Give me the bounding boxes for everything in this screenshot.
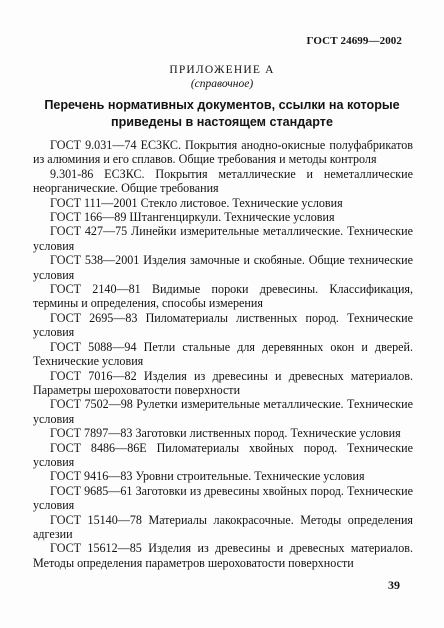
reference-item: ГОСТ 15612—85 Изделия из древесины и древесных материалов. Методы определения параметров шероховатости поверхности	[33, 541, 413, 570]
appendix-block	[0, 63, 444, 91]
standard-code: ГОСТ 24699—2002	[306, 35, 402, 47]
reference-item: ГОСТ 2695—83 Пиломатериалы лиственных пород. Технические условия	[33, 310, 413, 340]
reference-item: ГОСТ 7016—82 Изделия из древесины и древесных материалов. Параметры шероховатости поверхности	[33, 368, 413, 397]
reference-item: ГОСТ 7502—98 Рулетки измерительные металлические. Технические условия	[33, 397, 413, 426]
reference-item: ГОСТ 166—89 Штангенциркули. Технические условия	[50, 210, 335, 225]
reference-item: ГОСТ 2140—81 Видимые пороки древесины. Классификация, термины и определения, способы измерения	[33, 282, 413, 311]
reference-item: 9.301-86 ЕСЗКС. Покрытия металлические и неметаллические неорганические. Общие требования	[33, 166, 413, 196]
appendix-subtitle: (справочное)	[190, 78, 254, 90]
reference-list	[33, 138, 413, 570]
reference-item: ГОСТ 538—2001 Изделия замочные и скобяные. Общие технические условия	[33, 253, 413, 282]
appendix-title: ПРИЛОЖЕНИЕ А	[169, 64, 275, 76]
section-heading-line-2: приведены в настоящем стандарте	[111, 115, 333, 129]
page-number: 39	[388, 578, 400, 592]
reference-item: ГОСТ 427—75 Линейки измерительные металлические. Технические условия	[33, 224, 413, 253]
reference-item: ГОСТ 9416—83 Уровни строительные. Технические условия	[50, 469, 365, 484]
section-heading-line-1: Перечень нормативных документов, ссылки на которые	[44, 98, 400, 112]
reference-item: ГОСТ 111—2001 Стекло листовое. Технические условия	[50, 195, 343, 210]
reference-item: ГОСТ 7897—83 Заготовки лиственных пород. Технические условия	[50, 426, 401, 441]
reference-item: ГОСТ 8486—86Е Пиломатериалы хвойных пород. Технические условия	[33, 440, 413, 469]
section-heading	[34, 97, 410, 131]
reference-item: ГОСТ 9.031—74 ЕСЗКС. Покрытия анодно-окисные полуфабрикатов из алюминия и его сплавов. Общие требования и методы контроля	[33, 138, 413, 167]
reference-item: ГОСТ 9685—61 Заготовки из древесины хвойных пород. Технические условия	[33, 483, 413, 513]
reference-item: ГОСТ 15140—78 Материалы лакокрасочные. Методы определения адгезии	[33, 512, 413, 541]
reference-item: ГОСТ 5088—94 Петли стальные для деревянных окон и дверей. Технические условия	[33, 339, 413, 369]
